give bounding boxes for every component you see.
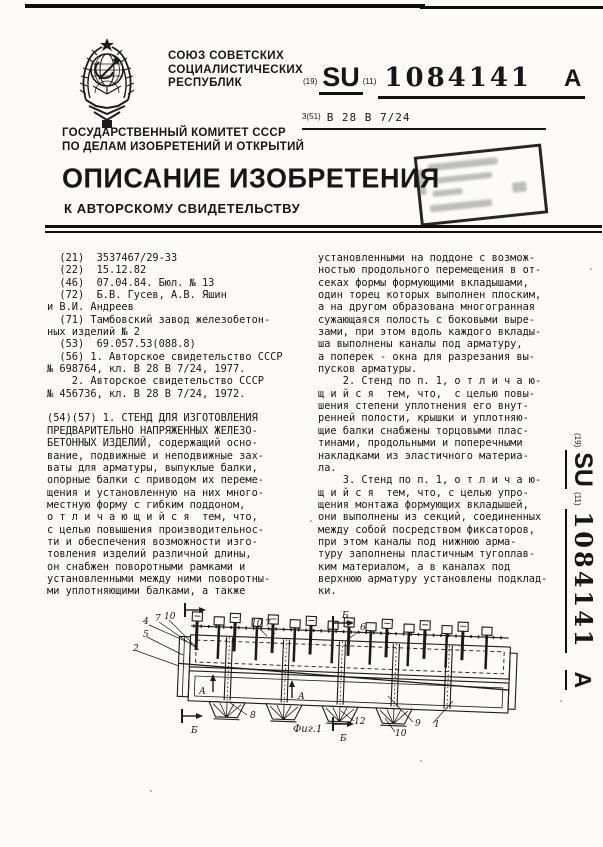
text-line: вание, подвижные и неподвижные зах- <box>47 449 264 462</box>
biblio-claims-left-column <box>47 252 319 598</box>
document-number: 1084141 <box>384 63 533 93</box>
figure-1 <box>95 600 560 770</box>
text-line: зами, при этом вдоль каждого вклады- <box>318 326 542 339</box>
text-line: ГОСУДАРСТВЕННЫЙ КОМИТЕТ СССР <box>62 127 286 139</box>
text-line: местную форму с гибким поддоном, <box>47 498 246 511</box>
text-line: ша выполнены каналы под арматуру, <box>318 338 523 351</box>
section-letter: Б <box>191 726 198 736</box>
figure-caption: Фиг.1 <box>293 724 323 735</box>
ussr-coat-of-arms-image <box>74 36 140 132</box>
top-scan-line <box>420 6 603 9</box>
text-line: установленными между ними поворотны- <box>47 572 271 585</box>
ipc-classification <box>302 106 546 130</box>
publication-number <box>303 62 585 99</box>
text-line: ПРЕДВАРИТЕЛЬНО НАПРЯЖЕННЫХ ЖЕЛЕЗО- <box>47 424 258 437</box>
text-line: № 456736, кл. В 28 В 7/24, 1972. <box>47 387 246 400</box>
text-line: ла. <box>318 461 337 474</box>
text-line: установленными на поддоне с возмож- <box>318 252 535 264</box>
text-line: щ и й с я тем, что, с целью упро- <box>318 486 529 499</box>
text-line: ки. <box>318 585 337 598</box>
text-line: щие балки снабжены торцовыми плас- <box>318 424 529 437</box>
text-line: ренней полости, крышки и уплотняю- <box>318 412 529 425</box>
text-line: шения степени уплотнения его внут- <box>318 400 529 413</box>
section-letter: Б <box>342 611 349 621</box>
figure-label: 9 <box>415 719 421 729</box>
text-line: при этом каналы под нижнюю арма- <box>318 535 517 548</box>
text-line: ПО ДЕЛАМ ИЗОБРЕТЕНИЙ И ОТКРЫТИЙ <box>62 140 305 153</box>
text-line: (46) 07.04.84. Бюл. № 13 <box>47 276 215 289</box>
claims-right-column <box>318 252 558 598</box>
text-line: ных изделий № 2 <box>47 326 140 339</box>
stamp-smudge <box>437 172 492 184</box>
text-line: СОЮЗ СОВЕТСКИХ <box>168 50 285 62</box>
text-line: а на другом образована многогранная <box>318 301 535 314</box>
text-line: СОЦИАЛИСТИЧЕСКИХ <box>168 63 304 76</box>
text-line: товления изделий различной длины, <box>47 548 252 561</box>
text-line: между собой посредством фиксаторов, <box>318 523 535 536</box>
header-divider-rule <box>45 225 602 233</box>
text-line: (72) Б.В. Гусев, А.В. Яшин <box>47 289 227 302</box>
stamp-smudge <box>512 181 527 192</box>
doc-subtitle: К АВТОРСКОМУ СВИДЕТЕЛЬСТВУ <box>64 201 301 216</box>
scan-noise <box>590 268 592 270</box>
code-11: (11) <box>573 491 582 506</box>
text-line: верхнюю арматуру установлены подклад- <box>318 572 548 585</box>
text-line: (56) 1. Авторское свидетельство СССР <box>47 350 283 363</box>
figure-label: 2 <box>133 644 139 654</box>
text-line: секах формы формующими вкладышами, <box>318 276 529 289</box>
text-line: щения и установленную на них много- <box>47 486 264 499</box>
scan-noise <box>150 790 152 792</box>
text-line: 2. Стенд по п. 1, о т л и ч а ю- <box>318 375 542 388</box>
section-arrow-b-bottomleft <box>182 709 203 723</box>
text-line: 2. Авторское свидетельство СССР <box>47 375 264 388</box>
code-11: (11) <box>362 77 377 86</box>
figure-label: 7 <box>155 614 161 624</box>
section-letter: А <box>298 692 305 702</box>
text-line: БЕТОННЫХ ИЗДЕЛИЙ, содержащий осно- <box>47 437 258 450</box>
text-line: опорные балки с приводом их переме- <box>47 474 264 487</box>
class-prefix: 3(51) <box>302 112 321 121</box>
doc-title: ОПИСАНИЕ ИЗОБРЕТЕНИЯ <box>62 162 440 194</box>
text-line <box>47 400 319 412</box>
text-line: ваты для арматуры, выпуклые балки, <box>47 461 258 474</box>
figure-label: 1 <box>434 720 440 730</box>
figure-label: 4 <box>143 617 149 627</box>
figure-label: 10 <box>395 729 407 739</box>
text-line: пусков арматуры. <box>318 363 418 376</box>
figure-label: 10 <box>164 612 176 622</box>
ussr-coat-of-arms <box>74 36 140 132</box>
text-line: и В.И. Андреев <box>47 301 134 314</box>
text-line: он снабжен поворотными рамками и <box>47 560 246 573</box>
code-19: (19) <box>573 433 582 448</box>
scan-noise <box>420 760 422 762</box>
figure-label: 7 <box>265 619 271 629</box>
country-code: SU <box>319 62 363 95</box>
text-line: (54)(57) 1. СТЕНД ДЛЯ ИЗГОТОВЛЕНИЯ <box>47 412 258 425</box>
text-line: туру заполнены пластичным тугоплав- <box>318 548 535 561</box>
text-line: щ и й с я тем, что, с целью повы- <box>318 387 535 400</box>
scan-noise <box>560 700 562 702</box>
text-line: (22) 15.12.82 <box>47 264 147 277</box>
kind-code: A <box>564 65 582 92</box>
class-value: В 28 В 7/24 <box>326 111 411 124</box>
stamp-smudge <box>430 199 492 212</box>
top-scan-line <box>25 4 425 8</box>
figure-label: 6 <box>360 623 366 633</box>
text-line: они выполнены из секций, соединенных <box>318 511 542 524</box>
text-line: ти и обеспечения возможности изго- <box>47 535 258 548</box>
text-line: один торец которых выполнен плоским, <box>318 289 542 302</box>
text-line: с целью повышения производительнос- <box>47 523 264 536</box>
kind-code: A <box>565 670 596 691</box>
figure-label: 10 <box>251 619 263 629</box>
text-line: РЕСПУБЛИК <box>168 77 242 89</box>
text-line: (21) 3537467/29-33 <box>47 252 178 264</box>
committee-name <box>62 127 322 154</box>
text-line: ким материалом, а в каналах под <box>318 560 511 573</box>
text-line: сужающаяся полость с боковыми выре- <box>318 313 535 326</box>
figure-label: 5 <box>143 630 149 640</box>
document-number: 1084141 <box>565 509 598 653</box>
text-line: тинами, продольными и поперечными <box>318 437 523 450</box>
text-line: (53) 69.057.53(088.8) <box>47 338 196 351</box>
figure-drawing <box>95 600 560 770</box>
scan-noise <box>310 520 312 522</box>
text-line: накладками из эластичного материа- <box>318 449 529 462</box>
text-line: а поперек - окна для разрезания вы- <box>318 350 535 363</box>
text-line: № 698764, кл. В 28 В 7/24, 1977. <box>47 363 246 376</box>
figure-label: 12 <box>354 717 366 727</box>
figure-label: 8 <box>250 711 256 721</box>
text-line: о т л и ч а ю щ и й с я тем, что, <box>47 511 258 524</box>
country-code: SU <box>565 450 597 489</box>
text-line: 3. Стенд по п. 1, о т л и ч а ю- <box>318 474 542 487</box>
section-arrow-a-right <box>289 680 295 698</box>
vertical-doc-id <box>560 430 598 689</box>
section-letter: Б <box>340 734 347 744</box>
text-line: (71) Тамбовский завод железобетон- <box>47 313 271 326</box>
code-19: (19) <box>303 77 318 86</box>
text-line: щения монтажа формующих вкладышей, <box>318 498 529 511</box>
section-letter: А <box>199 687 206 697</box>
text-line: ностью продольного перемещения в от- <box>318 264 542 277</box>
text-line: ми уплотняющими балками, а также <box>47 585 246 598</box>
